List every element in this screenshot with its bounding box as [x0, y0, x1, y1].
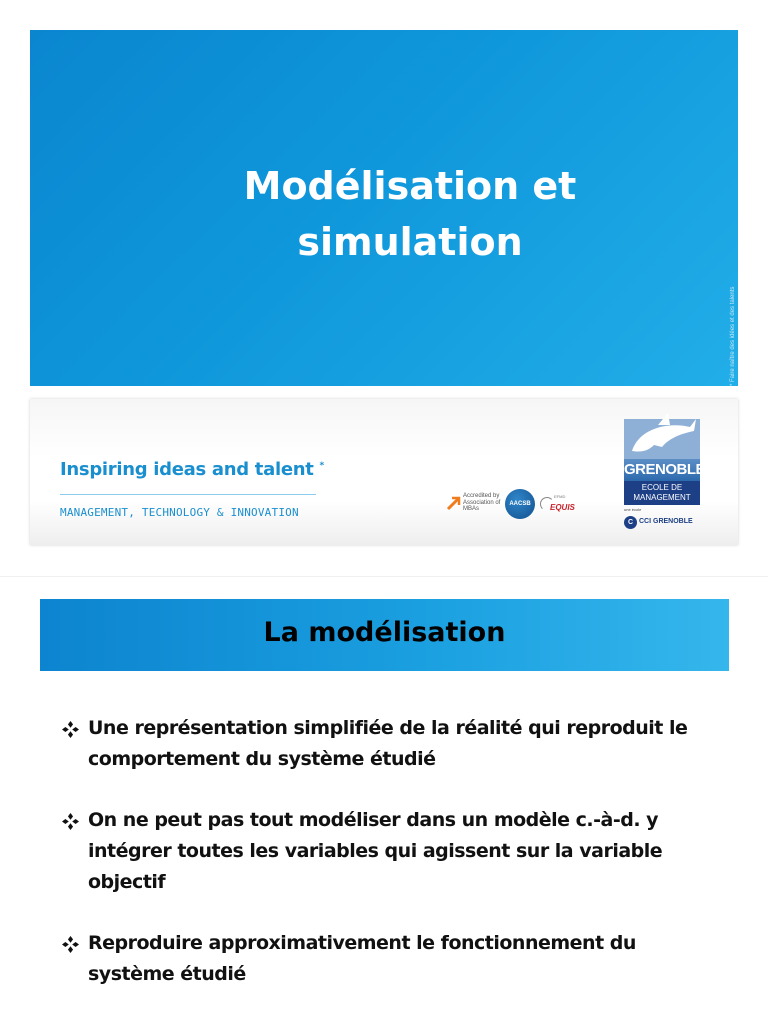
list-item	[62, 805, 712, 898]
equis-text: EQUIS	[550, 503, 575, 512]
equis-logo	[540, 491, 580, 519]
grenoble-school-logo	[622, 411, 706, 536]
school-name: GRENOBLE	[624, 459, 700, 481]
equis-small-text: EFMD	[554, 494, 566, 499]
diamond-bullet-icon	[62, 936, 79, 953]
school-subtitle-line2: MANAGEMENT	[633, 493, 691, 502]
title-hero-panel	[30, 30, 738, 386]
bullet-list	[62, 713, 712, 1020]
amba-text: Accredited by Association of MBAs	[463, 493, 501, 512]
cci-logo	[624, 515, 704, 531]
list-item	[62, 928, 712, 990]
aacsb-seal: AACSB	[505, 489, 535, 519]
list-item-text: Une représentation simplifiée de la réalité qui reproduit le comportement du système étudié	[88, 717, 688, 770]
diamond-bullet-icon	[62, 813, 79, 830]
school-subtitle-line1: ECOLE DE	[641, 483, 683, 492]
slogan	[60, 459, 324, 480]
list-item-text: On ne peut pas tout modéliser dans un modèle c.-à-d. y intégrer toutes les variables qui agissent sur la variable objectif	[88, 809, 663, 893]
amba-arrow-icon	[446, 495, 462, 511]
slogan-divider	[60, 494, 316, 495]
accreditation-logos	[446, 489, 581, 521]
vertical-footnote: * Faire naître des idées et des talents	[730, 286, 736, 386]
slogan-mark: *	[319, 461, 324, 471]
list-item	[62, 713, 712, 775]
school-small-text: une école	[624, 507, 642, 512]
cci-text: CCI GRENOBLE	[639, 518, 693, 525]
school-subtitle	[624, 481, 700, 505]
content-header-band	[40, 599, 729, 671]
branding-band	[30, 399, 738, 545]
list-item-text: Reproduire approximativement le fonctionnement du système étudié	[88, 932, 636, 985]
slogan-text: Inspiring ideas and talent	[60, 459, 314, 480]
slide-title	[180, 158, 640, 270]
diamond-bullet-icon	[62, 721, 79, 738]
content-slide-title: La modélisation	[263, 617, 506, 648]
dolphin-icon	[624, 411, 700, 459]
tagline: MANAGEMENT, TECHNOLOGY & INNOVATION	[60, 506, 299, 519]
slide-title-line1: Modélisation et	[243, 164, 577, 208]
amba-logo	[446, 493, 501, 517]
slide-title-line2: simulation	[297, 220, 523, 264]
cci-mark-icon: C	[624, 516, 637, 529]
content-slide	[0, 576, 768, 1025]
